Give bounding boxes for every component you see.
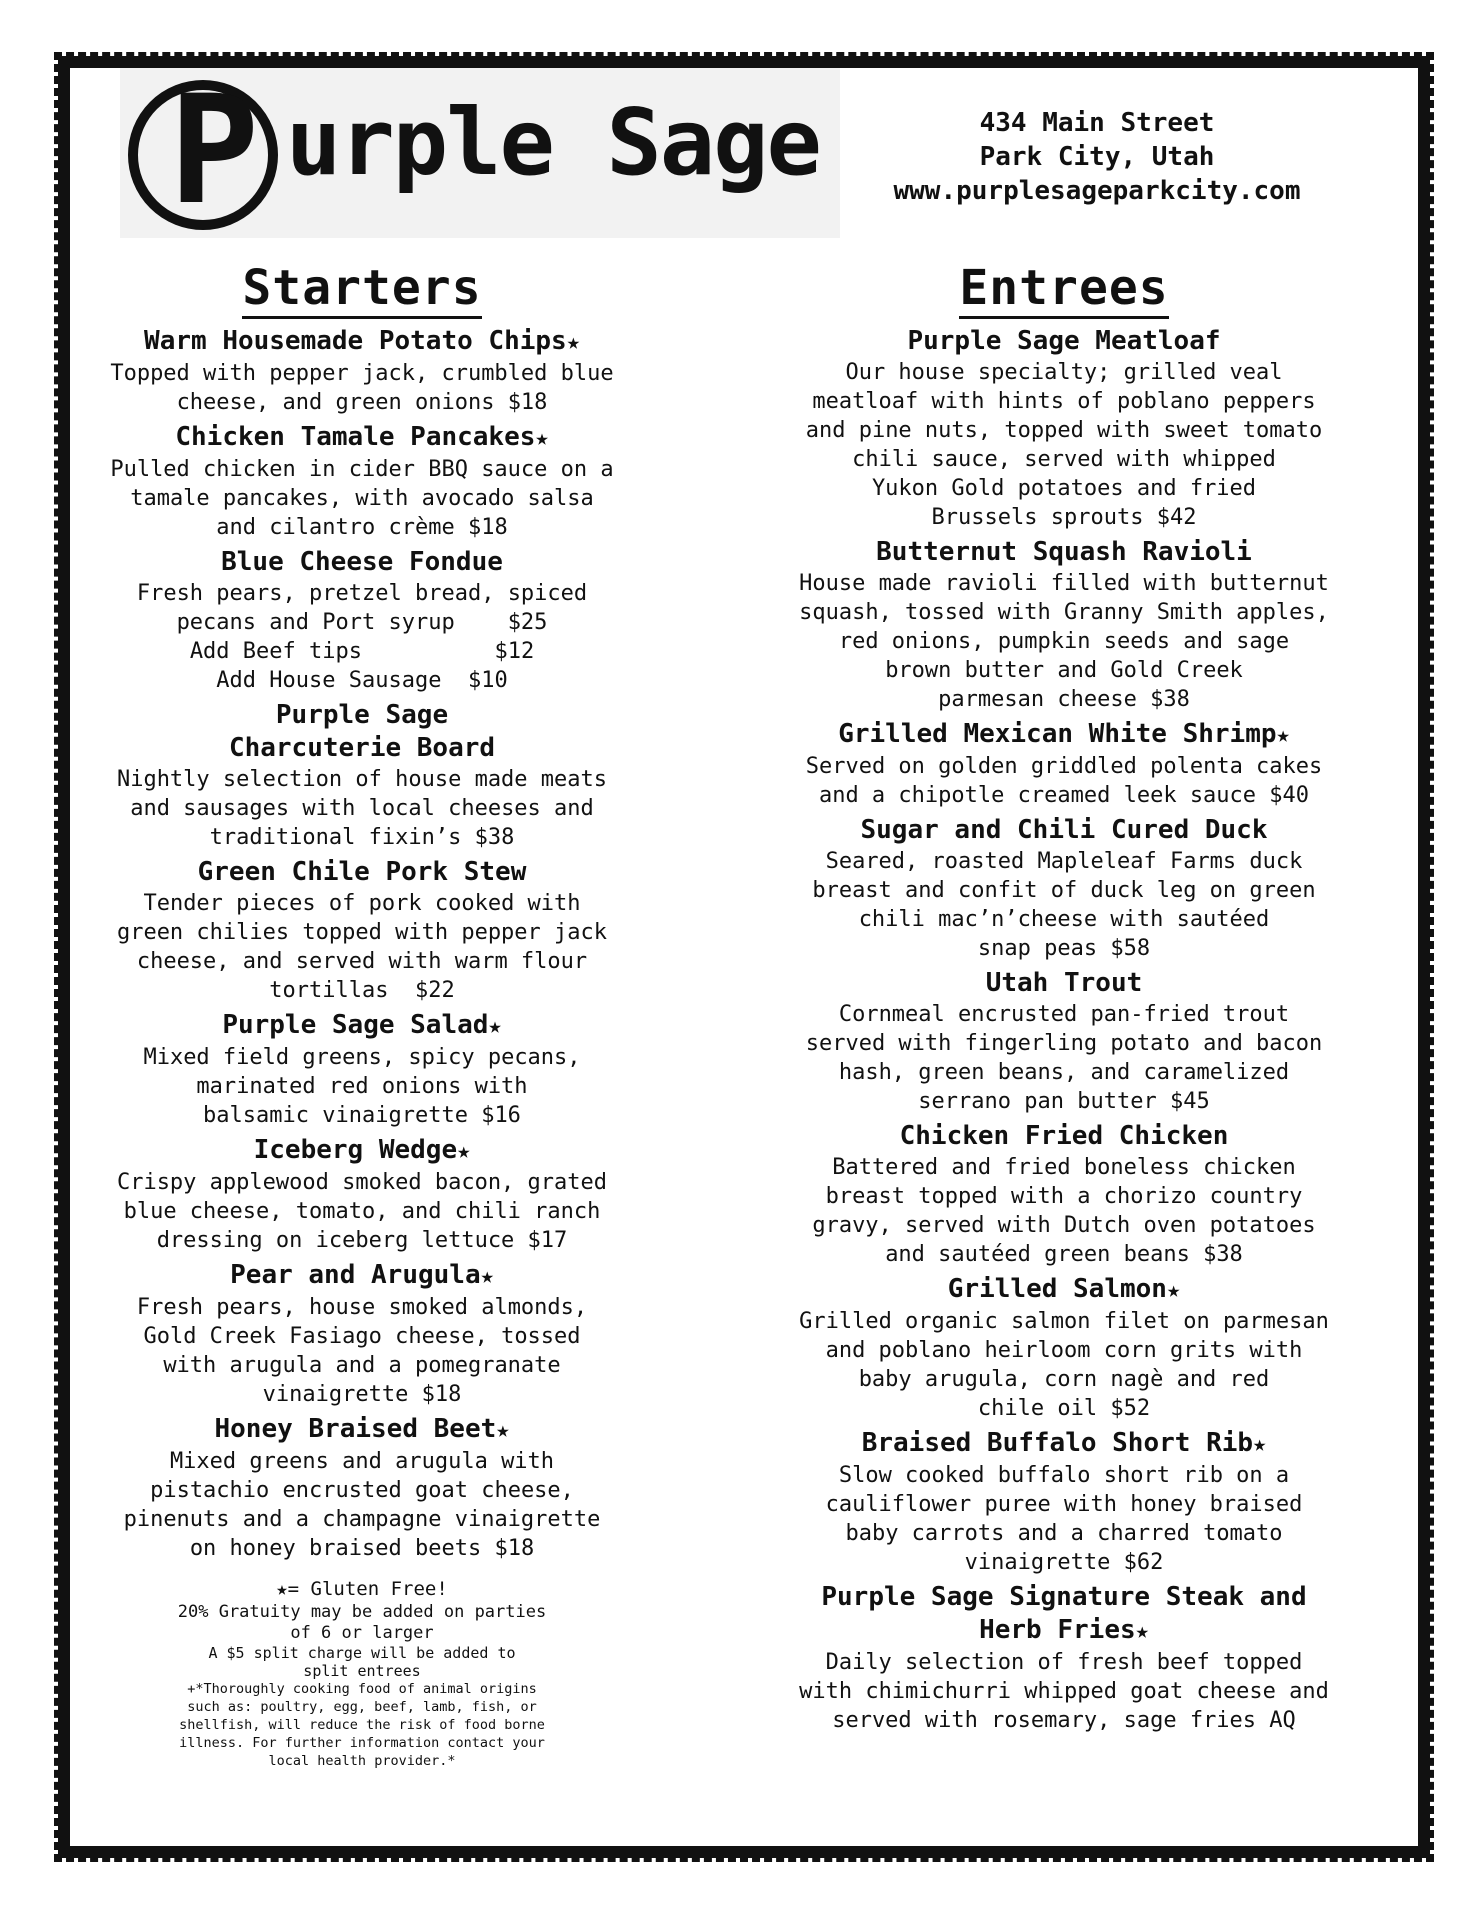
menu-item-description-line: cauliflower puree with honey braised (825, 1492, 1303, 1517)
menu-item-description (92, 1447, 632, 1563)
gluten-free-star-icon: ★ (566, 330, 580, 355)
menu-item-description-line: Seared, roasted Mapleleaf Farms duck (825, 849, 1303, 874)
menu-item-description-line: Add House Sausage $10 (216, 668, 508, 693)
menu-item-description-line: meatloaf with hints of poblano peppers (812, 389, 1316, 414)
menu-item (92, 856, 632, 1005)
menu-item-name (92, 1134, 632, 1168)
logo-name: urple Sage (286, 89, 820, 196)
menu-item-description (744, 1461, 1384, 1577)
menu-item (744, 325, 1384, 532)
split-charge-line: A $5 split charge will be added to (208, 1644, 516, 1662)
menu-item-description-line: and poblano heirloom corn grits with (825, 1338, 1303, 1363)
menu-item-description-line: cheese, and green onions $18 (176, 390, 548, 415)
menu-item-name (744, 325, 1384, 358)
health-warning-line: shellfish, will reduce the risk of food borne (179, 1717, 545, 1733)
menu-item-name-text: Chicken Fried Chicken (899, 1121, 1229, 1151)
menu-item-description-line: Mixed field greens, spicy pecans, (143, 1045, 581, 1070)
menu-item (744, 718, 1384, 810)
menu-item-description (744, 1307, 1384, 1423)
menu-item-description-line: Served on golden griddled polenta cakes (805, 754, 1323, 779)
menu-item-description-line: Mixed greens and arugula with (169, 1449, 555, 1474)
menu-item-description-line: breast and confit of duck leg on green (812, 878, 1316, 903)
menu-item-description-line: Crispy applewood smoked bacon, grated (116, 1170, 608, 1195)
menu-item-description-line: pinenuts and a champagne vinaigrette (123, 1507, 601, 1532)
menu-item-description-line: and a chipotle creamed leek sauce $40 (818, 783, 1310, 808)
menu-item-description-line: served with rosemary, sage fries AQ (832, 1708, 1296, 1733)
menu-item-description-line: red onions, pumpkin seeds and sage (838, 629, 1290, 654)
starters-list (92, 325, 632, 1563)
menu-item-description-line: with arugula and a pomegranate (163, 1353, 561, 1378)
menu-item-description-line: Brussels sprouts $42 (931, 505, 1197, 530)
menu-item-description-line: marinated red onions with (196, 1074, 528, 1099)
menu-item-description-line: served with fingerling potato and bacon (805, 1031, 1323, 1056)
menu-item-description-line: tortillas $22 (269, 978, 455, 1003)
starters-title: Starters (242, 260, 481, 319)
menu-item-name-text: Grilled Salmon (947, 1274, 1167, 1304)
entrees-title: Entrees (959, 260, 1168, 319)
gluten-free-legend: ★= Gluten Free! (276, 1578, 448, 1600)
menu-item-description (744, 1000, 1384, 1116)
menu-item-name-text: Utah Trout (985, 968, 1143, 998)
menu-item-description (744, 1648, 1384, 1735)
menu-item-description (744, 847, 1384, 963)
menu-item-description-line: balsamic vinaigrette $16 (203, 1103, 521, 1128)
menu-item-description-line: brown butter and Gold Creek (885, 658, 1243, 683)
menu-item (92, 1009, 632, 1130)
menu-item-description-line: Add Beef tips $12 (189, 639, 535, 664)
menu-item-description-line: and sautéed green beans $38 (885, 1242, 1243, 1267)
gluten-free-star-icon: ★ (1135, 1619, 1149, 1644)
menu-item-name (92, 325, 632, 359)
menu-item-name (92, 1259, 632, 1293)
menu-item-description (92, 1168, 632, 1255)
menu-item-description-line: blue cheese, tomato, and chili ranch (123, 1199, 601, 1224)
menu-item-name (92, 421, 632, 455)
menu-item-name (92, 1413, 632, 1447)
menu-item-description-line: House made ravioli filled with butternut (799, 571, 1329, 596)
menu-item-description-line: Pulled chicken in cider BBQ sauce on a (110, 457, 614, 482)
gratuity-note-line: 20% Gratuity may be added on parties (177, 1602, 547, 1622)
menu-item-description-line: chili mac’n’cheese with sautéed (858, 907, 1270, 932)
menu-item-name (744, 1427, 1384, 1461)
menu-item-name-text: Iceberg Wedge (253, 1135, 458, 1165)
menu-item (744, 1581, 1384, 1735)
health-warning-line: such as: poultry, egg, beef, lamb, fish, or (187, 1699, 537, 1715)
health-warning-line: local health provider.* (268, 1753, 456, 1769)
menu-item-description (744, 752, 1384, 810)
menu-item-description-line: vinaigrette $18 (262, 1382, 462, 1407)
menu-item-name-text: Charcuterie Board (228, 733, 496, 763)
menu-item-name-text: Pear and Arugula (230, 1260, 481, 1290)
menu-item-description-line: Our house specialty; grilled veal (845, 360, 1283, 385)
menu-item-description-line: parmesan cheese $38 (938, 687, 1190, 712)
split-charge-line: split entrees (303, 1662, 421, 1680)
menu-item-name (92, 1009, 632, 1043)
menu-item (744, 814, 1384, 963)
menu-item-description (92, 765, 632, 852)
menu-item-name (744, 1581, 1384, 1614)
menu-item-name-text: Chicken Tamale Pancakes (175, 422, 536, 452)
menu-item-description (92, 1293, 632, 1409)
entrees-list (744, 325, 1384, 1735)
menu-item-description-line: snap peas $58 (977, 936, 1151, 961)
menu-item (92, 325, 632, 417)
menu-item-description-line: green chilies topped with pepper jack (116, 920, 608, 945)
menu-item-description-line: chili sauce, served with whipped (852, 447, 1276, 472)
menu-item (92, 1134, 632, 1255)
menu-item-description-line: on honey braised beets $18 (189, 1536, 535, 1561)
menu-item-description-line: baby carrots and a charred tomato (845, 1521, 1283, 1546)
gluten-free-star-icon: ★ (1276, 723, 1290, 748)
menu-item-name-text: Green Chile Pork Stew (197, 857, 527, 887)
menu-item-description-line: baby arugula, corn nagè and red (858, 1367, 1270, 1392)
menu-item-name (744, 536, 1384, 569)
menu-item (744, 536, 1384, 714)
address-street: 434 Main Street (979, 108, 1215, 138)
menu-item (744, 1120, 1384, 1269)
menu-item-description-line: with chimichurri whipped goat cheese and (799, 1679, 1329, 1704)
menu-item-description (92, 455, 632, 542)
menu-item-description-line: cheese, and served with warm flour (136, 949, 588, 974)
menu-item-name (92, 546, 632, 579)
menu-item (92, 1413, 632, 1563)
gluten-free-star-icon: ★ (1166, 1278, 1181, 1303)
menu-item-description-line: Topped with pepper jack, crumbled blue (110, 361, 614, 386)
menu-item-description-line: Gold Creek Fasiago cheese, tossed (143, 1324, 581, 1349)
gluten-free-star-icon: ★ (480, 1264, 494, 1289)
gluten-free-star-icon: ★ (457, 1139, 471, 1164)
menu-item-description (744, 358, 1384, 532)
health-warning-line: +*Thoroughly cooking food of animal origins (187, 1681, 537, 1697)
menu-item-description-line: gravy, served with Dutch oven potatoes (812, 1213, 1316, 1238)
menu-item-name (92, 856, 632, 889)
menu-item-name (744, 718, 1384, 752)
menu-item-name-text: Grilled Mexican White Shrimp (838, 719, 1277, 749)
menu-item-description-line: Battered and fried boneless chicken (832, 1155, 1296, 1180)
menu-item-description-line: and sausages with local cheeses and (130, 796, 594, 821)
menu-item-description-line: Tender pieces of pork cooked with (143, 891, 581, 916)
menu-item-name-text: Butternut Squash Ravioli (876, 537, 1252, 567)
menu-item-description-line: pistachio encrusted goat cheese, (150, 1478, 574, 1503)
menu-item-description-line: Nightly selection of house made meats (116, 767, 608, 792)
menu-item-description (92, 359, 632, 417)
gluten-free-star-icon: ★ (488, 1014, 502, 1039)
address-website: www.purplesageparkcity.com (893, 176, 1301, 206)
menu-item-description (744, 569, 1384, 714)
menu-item-description (92, 1043, 632, 1130)
menu-item-description-line: Cornmeal encrusted pan-fried trout (838, 1002, 1290, 1027)
menu-item-name (92, 699, 632, 732)
menu-item-description-line: squash, tossed with Granny Smith apples, (799, 600, 1329, 625)
health-warning-line: illness. For further information contact your (179, 1735, 545, 1751)
menu-item-description-line: tamale pancakes, with avocado salsa (130, 486, 594, 511)
menu-item-description-line: and cilantro crème $18 (216, 515, 508, 540)
menu-item-description-line: Daily selection of fresh beef topped (825, 1650, 1303, 1675)
menu-item-description-line: Grilled organic salmon filet on parmesan (799, 1309, 1329, 1334)
menu-item (744, 1273, 1384, 1423)
menu-item-name-text: Purple Sage (275, 700, 449, 730)
menu-item (92, 421, 632, 542)
menu-footer-notes (92, 1577, 632, 1770)
menu-item (92, 1259, 632, 1409)
address-city: Park City, Utah (979, 142, 1215, 172)
menu-item-name-text: Sugar and Chili Cured Duck (860, 815, 1268, 845)
menu-item-description-line: breast topped with a chorizo country (825, 1184, 1303, 1209)
menu-item (744, 967, 1384, 1116)
logo-initial: P (168, 64, 260, 238)
menu-item-name (92, 732, 632, 765)
restaurant-address (862, 106, 1332, 208)
menu-item (92, 546, 632, 695)
menu-item-description (744, 1153, 1384, 1269)
menu-item-name-text: Honey Braised Beet (214, 1414, 497, 1444)
menu-item-name-text: Warm Housemade Potato Chips (144, 326, 567, 356)
starters-column (92, 260, 632, 1770)
menu-item-description-line: Yukon Gold potatoes and fried (871, 476, 1257, 501)
menu-item-description (92, 579, 632, 695)
gratuity-note-line: of 6 or larger (290, 1623, 434, 1643)
menu-item-description-line: Slow cooked buffalo short rib on a (838, 1463, 1290, 1488)
menu-item-name (744, 1614, 1384, 1648)
menu-item-description-line: and pine nuts, topped with sweet tomato (805, 418, 1323, 443)
menu-item-name-text: Braised Buffalo Short Rib (861, 1428, 1254, 1458)
restaurant-logo (120, 64, 840, 238)
gluten-free-star-icon: ★ (496, 1418, 510, 1443)
menu-item (92, 699, 632, 852)
menu-item-description-line: vinaigrette $62 (964, 1550, 1164, 1575)
gluten-free-star-icon: ★ (1253, 1432, 1267, 1457)
menu-item-name-text: Herb Fries (979, 1615, 1136, 1645)
menu-item-description-line: pecans and Port syrup $25 (176, 610, 548, 635)
menu-item-name (744, 1120, 1384, 1153)
menu-item-name (744, 1273, 1384, 1307)
menu-item-description-line: traditional fixin’s $38 (209, 825, 515, 850)
menu-item-name (744, 967, 1384, 1000)
entrees-column (744, 260, 1384, 1739)
menu-item (744, 1427, 1384, 1577)
menu-item-name-text: Blue Cheese Fondue (221, 547, 503, 577)
menu-item-name-text: Purple Sage Salad (222, 1010, 489, 1040)
menu-item-name-text: Purple Sage Signature Steak and (821, 1582, 1307, 1612)
menu-item-name-text: Purple Sage Meatloaf (907, 326, 1221, 356)
menu-item-name (744, 814, 1384, 847)
menu-item-description-line: dressing on iceberg lettuce $17 (156, 1228, 568, 1253)
menu-item-description-line: Fresh pears, pretzel bread, spiced (136, 581, 588, 606)
menu-item-description-line: Fresh pears, house smoked almonds, (136, 1295, 588, 1320)
gluten-free-star-icon: ★ (535, 426, 549, 451)
menu-item-description-line: chile oil $52 (977, 1396, 1151, 1421)
menu-item-description-line: hash, green beans, and caramelized (838, 1060, 1290, 1085)
menu-item-description (92, 889, 632, 1005)
menu-item-description-line: serrano pan butter $45 (918, 1089, 1210, 1114)
